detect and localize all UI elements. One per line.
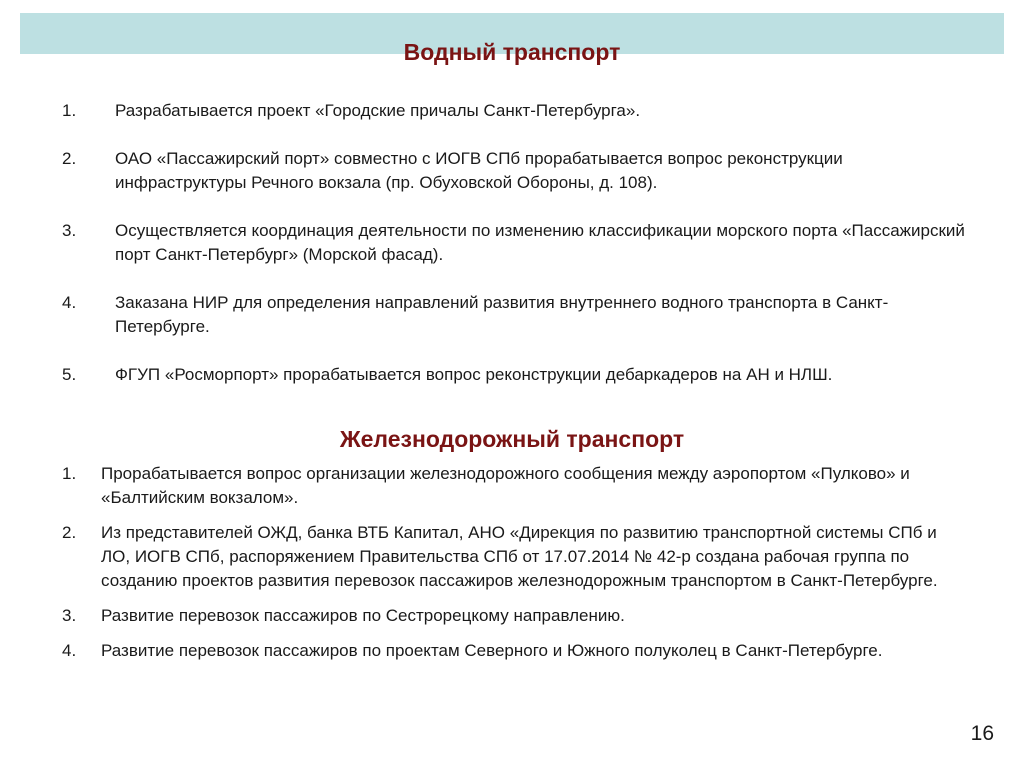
list-item <box>0 604 1000 628</box>
list-item-text: ФГУП «Росморпорт» прорабатывается вопрос реконструкции дебаркадеров на АН и НЛШ. <box>115 365 833 384</box>
list-item <box>0 147 1000 195</box>
list-item-text: Развитие перевозок пассажиров по Сестрорецкому направлению. <box>101 606 625 625</box>
list-item-text: Прорабатывается вопрос организации железнодорожного сообщения между аэропортом «Пулково» и «Балтийским вокзалом». <box>101 464 910 507</box>
list-item-number: 2. <box>62 523 77 542</box>
list-item-text: Разрабатывается проект «Городские причалы Санкт-Петербурга». <box>115 101 641 120</box>
list-item <box>0 639 1000 663</box>
list-item <box>0 521 1000 593</box>
rail-transport-list <box>0 462 1000 663</box>
list-item-text: Заказана НИР для определения направлений развития внутреннего водного транспорта в Санкт-Петербурге. <box>115 293 889 336</box>
list-item <box>0 219 1000 267</box>
list-item-number: 3. <box>62 221 77 240</box>
list-item-number: 4. <box>62 641 77 660</box>
list-item <box>0 291 1000 339</box>
list-item-text: Развитие перевозок пассажиров по проектам Северного и Южного полуколец в Санкт-Петербурге. <box>101 641 883 660</box>
list-item <box>0 99 1000 123</box>
list-item-number: 1. <box>62 101 77 120</box>
page-number: 16 <box>970 722 994 745</box>
list-item-text: Осуществляется координация деятельности по изменению классификации морского порта «Пассажирский порт Санкт-Петербург» (Морской фасад). <box>115 221 965 264</box>
water-transport-title: Водный транспорт <box>403 39 621 65</box>
list-item-number: 1. <box>62 464 77 483</box>
water-transport-list <box>0 99 1000 387</box>
list-item-text: Из представителей ОЖД, банка ВТБ Капитал, АНО «Дирекция по развитию транспортной системы СПб и ЛО, ИОГВ СПб, распоряжением Правительства СПб от 17.07.2014 № 42-р создана рабочая группа по созданию проектов развития перевозок пассажиров железнодорожным транспортом в Санкт-Петербурге. <box>101 523 938 590</box>
list-item-number: 4. <box>62 293 77 312</box>
list-item-number: 2. <box>62 149 77 168</box>
list-item <box>0 363 1000 387</box>
list-item <box>0 462 1000 510</box>
rail-transport-title: Железнодорожный транспорт <box>339 426 685 452</box>
list-item-number: 5. <box>62 365 77 384</box>
list-item-number: 3. <box>62 606 77 625</box>
list-item-text: ОАО «Пассажирский порт» совместно с ИОГВ СПб прорабатывается вопрос реконструкции инфраструктуры Речного вокзала (пр. Обуховской Обороны, д. 108). <box>115 149 843 192</box>
